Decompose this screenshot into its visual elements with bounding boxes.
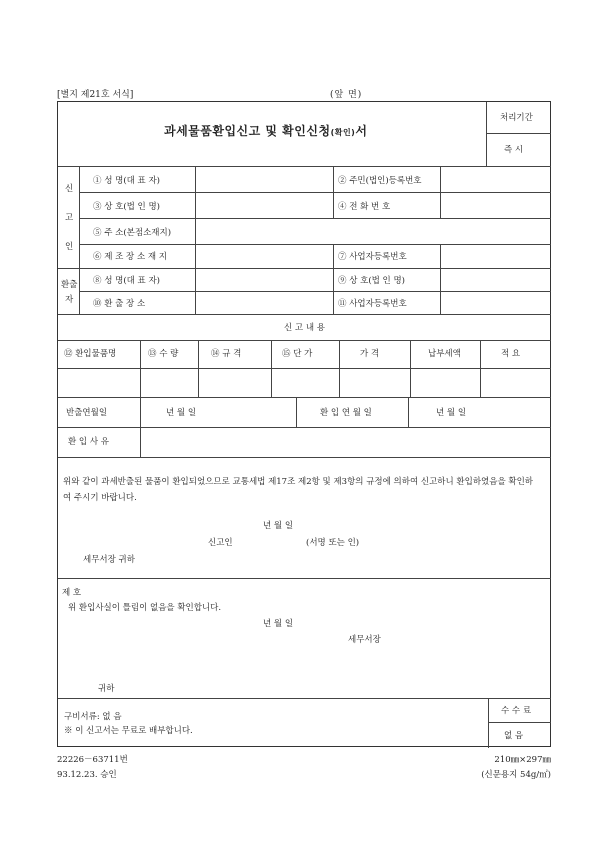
confirmation-signer: 세무서장 bbox=[348, 635, 381, 645]
fee-value: 없 음 bbox=[504, 731, 524, 741]
form-code: 22226－63711번 bbox=[57, 755, 128, 765]
paper-size: 210㎜×297㎜ bbox=[494, 755, 551, 765]
fee-label: 수 수 료 bbox=[501, 706, 532, 716]
ship-date-label: 반출연월일 bbox=[66, 408, 108, 418]
confirmation-text: 위 환입사실이 틀림이 없음을 확인합니다. bbox=[68, 603, 222, 613]
form-number: [별지 제21호 서식] bbox=[57, 90, 134, 100]
field-shipper-business-number: ⑪ 사업자등록번호 bbox=[338, 299, 407, 309]
confirmation-recipient: 귀하 bbox=[98, 684, 115, 694]
footer-left bbox=[57, 753, 128, 783]
declaration-sign-note: (서명 또는 인) bbox=[306, 538, 360, 548]
footer-right bbox=[440, 753, 551, 783]
report-content-heading: 신 고 내 용 bbox=[284, 323, 325, 333]
col-price: 가 격 bbox=[360, 349, 380, 359]
declaration-date: 년 월 일 bbox=[263, 521, 294, 531]
confirmation-number: 제 호 bbox=[62, 588, 82, 598]
ship-date-value: 년 월 일 bbox=[166, 408, 197, 418]
reason-label: 환 입 사 유 bbox=[68, 437, 109, 447]
field-reg-number: ② 주민(법인)등록번호 bbox=[338, 176, 422, 186]
page-side-label: (앞 면) bbox=[330, 90, 363, 100]
shipper-label-1: 환출 bbox=[61, 280, 78, 290]
form-title: 과세물품환입신고 및 확인신청(확인)서 bbox=[164, 124, 368, 138]
paper-type: (신문용지 54g/㎡) bbox=[481, 770, 551, 780]
col-remarks: 적 요 bbox=[501, 349, 521, 359]
reporter-label-3: 인 bbox=[65, 242, 74, 252]
shipper-label-2: 자 bbox=[65, 295, 74, 305]
field-phone: ④ 전 화 번 호 bbox=[338, 202, 391, 212]
return-date-value: 년 월 일 bbox=[436, 408, 467, 418]
declaration-text: 위와 같이 과세반출된 물품이 환입되었으므로 교통세법 제17조 제2항 및 제3항의 규정에 의하여 신고하니 환입하였음을 확인하여 주시기 바랍니다. bbox=[63, 477, 534, 503]
reporter-label-1: 신 bbox=[65, 184, 74, 194]
col-tax-paid: 납부세액 bbox=[428, 349, 461, 359]
form-frame bbox=[57, 101, 551, 747]
approval-date: 93.12.23. 승인 bbox=[57, 770, 117, 780]
required-documents: 구비서류: 없 음 bbox=[64, 712, 122, 722]
field-business-number: ⑦ 사업자등록번호 bbox=[338, 252, 407, 262]
field-shipping-place: ⑩ 환 출 장 소 bbox=[93, 299, 146, 309]
col-item-name: ⑫ 환입물품명 bbox=[64, 349, 117, 359]
confirmation-date: 년 월 일 bbox=[263, 619, 294, 629]
field-address: ⑤ 주 소(본점소재지) bbox=[93, 228, 172, 238]
field-shipper-company: ⑨ 상 호(법 인 명) bbox=[338, 276, 405, 286]
return-date-label: 환 입 연 월 일 bbox=[320, 408, 372, 418]
field-company-name: ③ 상 호(법 인 명) bbox=[93, 202, 160, 212]
col-quantity: ⑬ 수 량 bbox=[148, 349, 179, 359]
declaration-signer: 신고인 bbox=[208, 538, 233, 548]
free-distribution-notice: ※ 이 신고서는 무료로 배부합니다. bbox=[64, 726, 193, 736]
reporter-label-2: 고 bbox=[65, 213, 74, 223]
declaration-recipient: 세무서장 귀하 bbox=[83, 555, 135, 565]
field-factory-location: ⑥ 제 조 장 소 재 지 bbox=[93, 252, 167, 262]
field-name-rep: ① 성 명(대 표 자) bbox=[93, 176, 160, 186]
col-unit-price: ⑮ 단 가 bbox=[282, 349, 313, 359]
processing-period-value: 즉 시 bbox=[504, 145, 524, 155]
field-shipper-name: ⑧ 성 명(대 표 자) bbox=[93, 276, 160, 286]
processing-period-label: 처리기간 bbox=[500, 113, 533, 123]
col-spec: ⑭ 규 격 bbox=[211, 349, 242, 359]
